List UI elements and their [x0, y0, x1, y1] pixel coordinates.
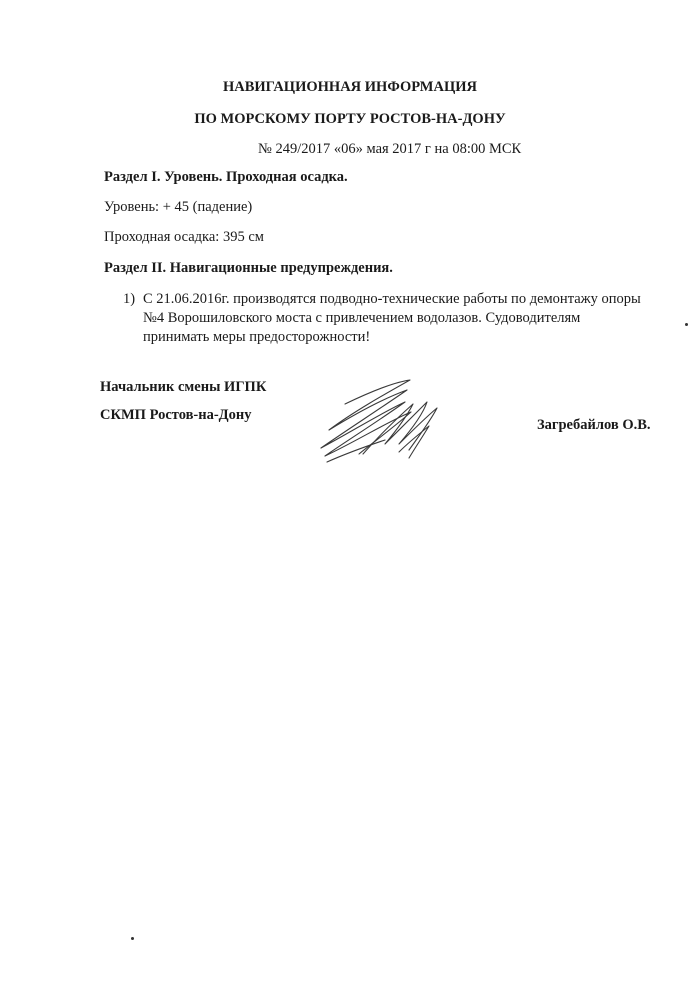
position-line1: Начальник смены ИГПК	[100, 379, 267, 395]
level-text: Уровень: + 45 (падение)	[104, 199, 253, 215]
issue-line: № 249/2017 «06» мая 2017 г на 08:00 МСК	[258, 141, 522, 157]
document-title: НАВИГАЦИОННАЯ ИНФОРМАЦИЯ	[222, 79, 477, 95]
scan-speck	[685, 323, 688, 326]
warning-item-number: 1)	[123, 291, 136, 307]
section2-heading: Раздел II. Навигационные предупреждения.	[104, 260, 393, 276]
position-line2: СКМП Ростов-на-Дону	[100, 407, 252, 423]
handwritten-signature	[315, 378, 450, 473]
scan-speck	[131, 937, 134, 940]
draft-text: Проходная осадка: 395 см	[104, 229, 264, 245]
warning-item-text: С 21.06.2016г. производятся подводно-технические работы по демонтажу опоры №4 Ворошиловского моста с привлечением водолазов. Судоводителям принимать меры предосторожности!	[143, 291, 641, 345]
section1-heading: Раздел I. Уровень. Проходная осадка.	[104, 169, 348, 185]
document-subtitle: ПО МОРСКОМУ ПОРТУ РОСТОВ-НА-ДОНУ	[194, 111, 506, 127]
signatory-name: Загребайлов О.В.	[537, 417, 651, 433]
